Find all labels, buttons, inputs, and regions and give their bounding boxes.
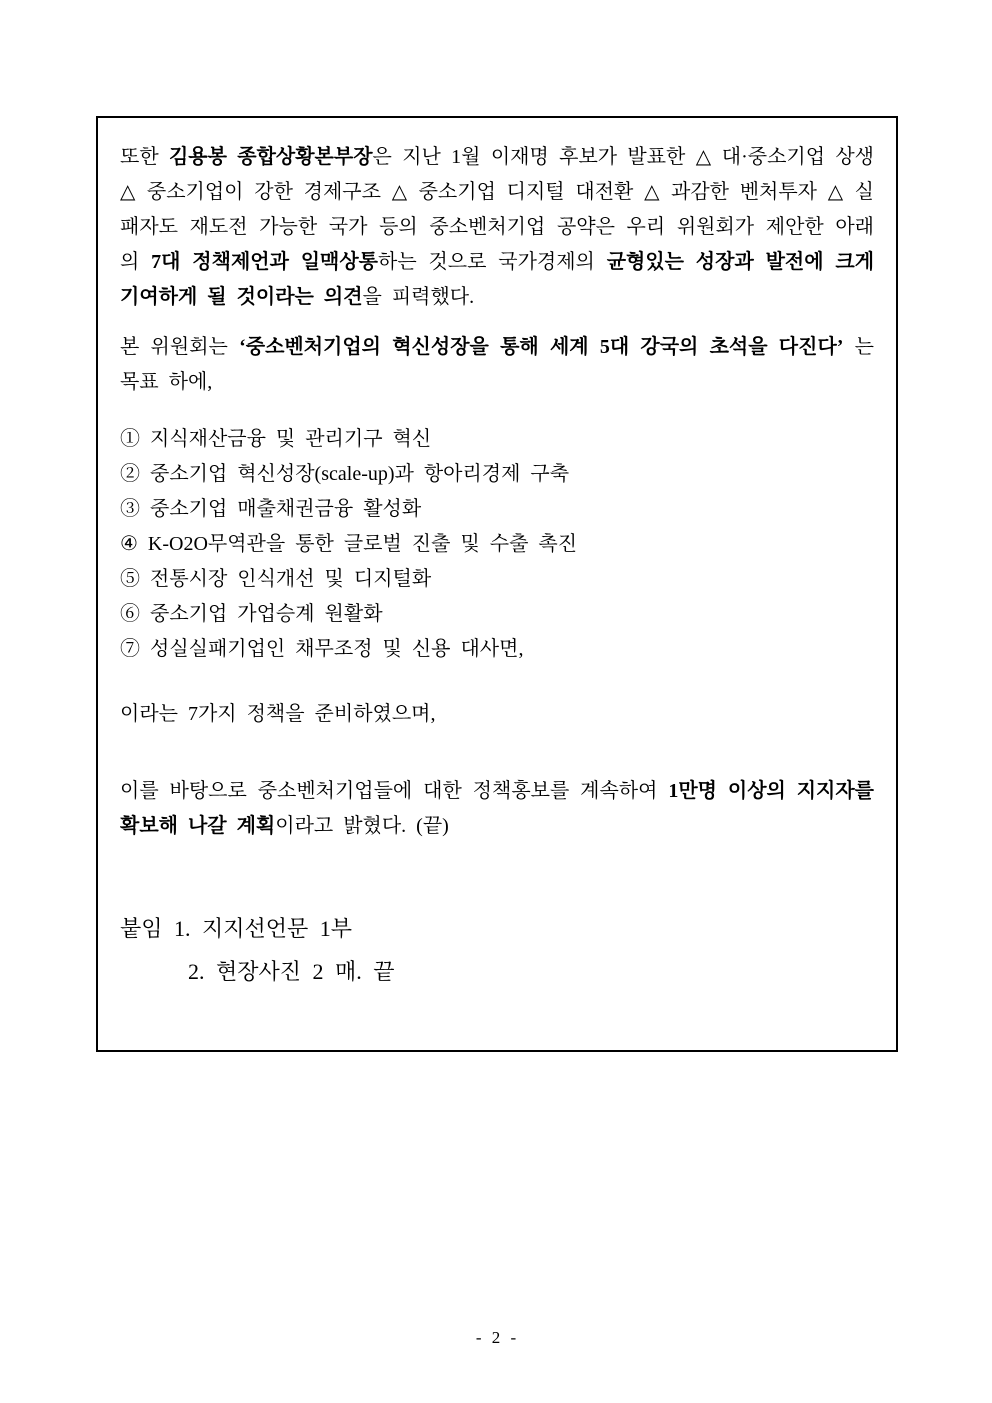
page-number: - 2 - xyxy=(475,1328,517,1347)
text-run-bold-quote: ‘중소벤처기업의 혁신성장을 통해 세계 5대 강국의 초석을 다진다’ xyxy=(239,336,844,358)
text-run: 이를 바탕으로 중소벤처기업들에 대한 정책홍보를 계속하여 xyxy=(120,780,669,802)
attachment-line-2: 2. 현장사진 2 매. 끝 xyxy=(188,959,395,984)
policy-list-item: ② 중소기업 혁신성장(scale-up)과 항아리경제 구축 xyxy=(120,463,570,485)
paragraph-goal xyxy=(120,330,874,400)
policy-list-item: ④ K-O2O무역관을 통한 글로벌 진출 및 수출 촉진 xyxy=(120,533,578,555)
paragraph-closing xyxy=(120,774,874,844)
policy-list-item: ⑥ 중소기업 가업승계 원활화 xyxy=(120,603,383,625)
attachment-section xyxy=(120,907,874,993)
paragraph-intro xyxy=(120,140,874,315)
text-run: 본 위원회는 xyxy=(120,336,240,358)
text-run: 는 목표 하에, xyxy=(120,336,874,393)
attachment-line-1: 붙임 1. 지지선언문 1부 xyxy=(120,916,353,941)
text-run: 또한 xyxy=(120,146,169,168)
policy-list-item: ⑦ 성실실패기업인 채무조정 및 신용 대사면, xyxy=(120,638,524,660)
text-run-bold-plan: 1만명 이상의 지지자를 확보해 나갈 계획 xyxy=(120,780,875,837)
text-run: 이라고 밝혔다. (끝) xyxy=(275,815,449,837)
policy-list-item: ① 지식재산금융 및 관리기구 혁신 xyxy=(120,428,432,450)
text-run: 을 피력했다. xyxy=(362,286,475,308)
policy-list-item: ⑤ 전통시장 인식개선 및 디지털화 xyxy=(120,568,432,590)
text-run: 은 지난 1월 이재명 후보가 발표한 △ 대·중소기업 상생 △ 중소기업이 강한 경제구조 △ 중소기업 디지털 대전환 △ 과감한 벤처투자 △ 실패자도 재도전 가능한 국가 등의 중소벤처기업 공약은 우리 위원회가 제안한 아래의 xyxy=(120,146,875,273)
text-run-bold: 균형있는 성장과 발전에 크게 기여하게 될 것이라는 의견 xyxy=(120,251,875,308)
text-run-bold: 7대 정책제언과 일맥상통 xyxy=(151,251,379,273)
policy-list xyxy=(120,422,874,667)
policy-list-item: ③ 중소기업 매출채권금융 활성화 xyxy=(120,498,422,520)
paragraph-summary: 이라는 7가지 정책을 준비하였으며, xyxy=(120,703,436,725)
text-run: 하는 것으로 국가경제의 xyxy=(378,251,607,273)
content-border-box xyxy=(96,116,898,1052)
text-run-bold-official-name: 김용봉 종합상황본부장 xyxy=(168,146,373,168)
